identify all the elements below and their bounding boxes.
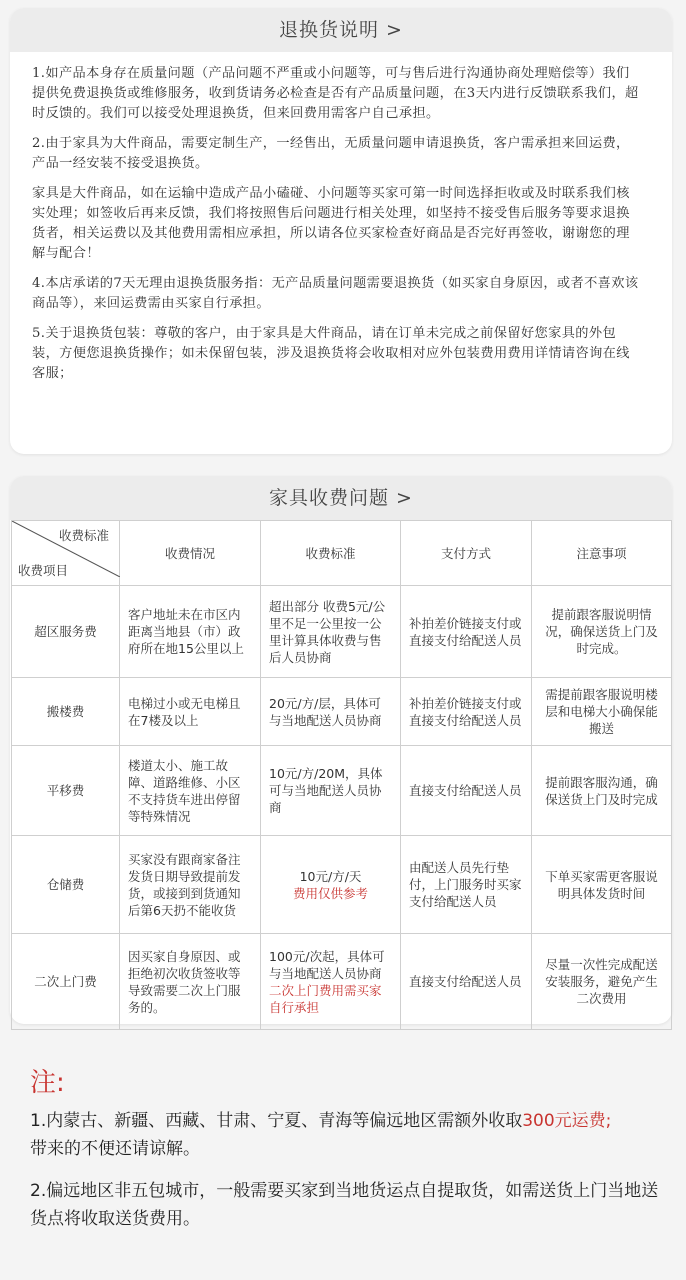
returns-paragraph-3: 家具是大件商品，如在运输中造成产品小磕碰、小问题等买家可第一时间选择拒收或及时联系我们核实处理；如签收后再来反馈，我们将按照售后问题进行相关处理，如坚持不接受售后服务等要求退换货者，相关运费以及其他费用需相应承担，所以请各位买家检查好商品是否完好再签收，谢谢您的理解与配合！ — [32, 186, 630, 261]
notes-section — [30, 1062, 670, 1247]
row-situation: 买家没有跟商家备注发货日期导致提前发货，或接到到货通知后第6天扔不能收货 — [120, 836, 261, 934]
returns-title[interactable]: 退换货说明 > — [10, 8, 672, 52]
note-1 — [30, 1107, 670, 1163]
corner-header-cell — [12, 521, 120, 586]
fees-title[interactable]: 家具收费问题 > — [10, 476, 672, 520]
table-row — [12, 934, 672, 1030]
row-standard-red-text: 二次上门费用需买家自行承担 — [269, 982, 382, 1015]
row-situation: 电梯过小或无电梯且在7楼及以上 — [120, 678, 261, 746]
returns-card — [10, 8, 672, 454]
table-row — [12, 678, 672, 746]
row-standard-text: 10元/方/天 — [299, 868, 362, 884]
notes-title: 注: — [30, 1068, 65, 1098]
row-situation: 客户地址未在市区内距离当地县（市）政府所在地15公里以上 — [120, 586, 261, 678]
fees-table — [11, 520, 672, 1030]
row-payment: 补拍差价链接支付或直接支付给配送人员 — [401, 678, 532, 746]
row-notes: 需提前跟客服说明楼层和电梯大小确保能搬送 — [532, 678, 672, 746]
note-1-text: 1.内蒙古、新疆、西藏、甘肃、宁夏、青海等偏远地区需额外收取 — [30, 1111, 523, 1131]
note-2: 2.偏远地区非五包城市，一般需要买家到当地货运点自提取货，如需送货上门当地送货点将收取送货费用。 — [30, 1181, 659, 1229]
row-item: 二次上门费 — [12, 934, 120, 1030]
header-notes: 注意事项 — [532, 521, 672, 586]
row-standard — [261, 934, 401, 1030]
table-row — [12, 746, 672, 836]
row-standard: 20元/方/层，具体可与当地配送人员协商 — [261, 678, 401, 746]
returns-paragraph-4: 4.本店承诺的7天无理由退换货服务指：无产品质量问题需要退换货（如买家自身原因，或者不喜欢该商品等），来回运费需由买家自行承担。 — [32, 276, 639, 311]
row-standard: 超出部分 收费5元/公里不足一公里按一公里计算具体收费与售后人员协商 — [261, 586, 401, 678]
row-notes: 提前跟客服沟通，确保送货上门及时完成 — [532, 746, 672, 836]
note-1-red-text: 300元运费; — [522, 1111, 612, 1131]
table-row — [12, 836, 672, 934]
row-standard: 10元/方/20M，具体可与当地配送人员协商 — [261, 746, 401, 836]
row-payment: 由配送人员先行垫付，上门服务时买家支付给配送人员 — [401, 836, 532, 934]
row-item: 仓储费 — [12, 836, 120, 934]
row-notes: 下单买家需更客服说明具体发货时间 — [532, 836, 672, 934]
table-row — [12, 586, 672, 678]
returns-paragraph-1: 1.如产品本身存在质量问题（产品问题不严重或小问题等，可与售后进行沟通协商处理赔偿等）我们提供免费退换货或维修服务，收到货请务必检查是否有产品质量问题，在3天内进行反馈联系我们，超时反馈的。我们可以接受处理退换货，但来回费用需客户自己承担。 — [32, 66, 639, 121]
returns-paragraph-5: 5.关于退换货包装：尊敬的客户，由于家具是大件商品，请在订单未完成之前保留好您家具的外包装，方便您退换货操作；如未保留包装，涉及退换货将会收取相对应外包装费用费用详情请咨询在线客服； — [32, 326, 630, 381]
row-standard — [261, 836, 401, 934]
returns-body — [10, 52, 672, 384]
row-payment: 直接支付给配送人员 — [401, 934, 532, 1030]
header-payment: 支付方式 — [401, 521, 532, 586]
row-notes: 提前跟客服说明情况，确保送货上门及时完成。 — [532, 586, 672, 678]
row-item: 平移费 — [12, 746, 120, 836]
fees-header-row — [12, 521, 672, 586]
corner-top-label: 收费标准 — [58, 528, 109, 543]
row-standard-red-text: 费用仅供参考 — [292, 885, 368, 901]
row-payment: 直接支付给配送人员 — [401, 746, 532, 836]
corner-bottom-label: 收费项目 — [18, 563, 69, 578]
row-situation: 楼道太小、施工故障、道路维修、小区不支持货车进出停留等特殊情况 — [120, 746, 261, 836]
row-standard-text: 100元/次起，具体可与当地配送人员协商 — [269, 948, 385, 981]
returns-paragraph-2: 2.由于家具为大件商品，需要定制生产，一经售出，无质量问题申请退换货，客户需承担来回运费，产品一经安装不接受退换货。 — [32, 136, 630, 171]
header-standard: 收费标准 — [261, 521, 401, 586]
header-situation: 收费情况 — [120, 521, 261, 586]
row-notes: 尽量一次性完成配送安装服务，避免产生二次费用 — [532, 934, 672, 1030]
fees-card — [10, 476, 672, 1024]
row-item: 搬楼费 — [12, 678, 120, 746]
row-item: 超区服务费 — [12, 586, 120, 678]
row-situation: 因买家自身原因、或拒绝初次收货签收等导致需要二次上门服务的。 — [120, 934, 261, 1030]
row-payment: 补拍差价链接支付或直接支付给配送人员 — [401, 586, 532, 678]
note-1-after-text: 带来的不便还请谅解。 — [30, 1139, 200, 1159]
